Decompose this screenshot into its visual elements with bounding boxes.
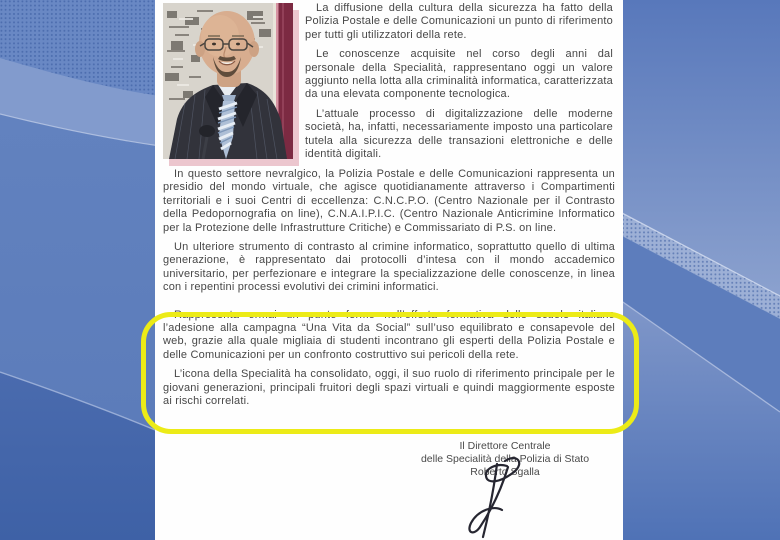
portrait-illustration (163, 3, 293, 159)
intro-text-column (305, 2, 613, 167)
paragraph-5: Un ulteriore strumento di contrasto al crimine informatico, soprattutto quello di ultima generazione, è rappresentato dai protocolli d’intesa con il mondo accademico universitario, per perfezionare e integrare la specializzazione delle conoscenze, in linea con i repentini processi evolutivi dei crimini informatici. (163, 241, 615, 294)
paragraph-4: In questo settore nevralgico, la Polizia Postale e delle Comunicazioni rappresenta un presidio del mondo virtuale, che agisce quotidianamente attraverso i Compartimenti territoriali e i suoi Centri di eccellenza: C.N.C.P.O. (Centro Nazionale per il Contrasto della Pedopornografia on line), C.N.A.I.P.I.C. (Centro Nazionale Anticrimine Informatico per la Protezione delle Infrastrutture Critiche) e Commissariato di P.S. on line. (163, 168, 615, 234)
document-page (155, 0, 623, 540)
paragraph-3: L’attuale processo di digitalizzazione delle moderne società, ha, infatti, necessariamente imposto una particolare tutela alla sicurezza delle transazioni elettroniche e delle identità digitali. (305, 107, 613, 161)
portrait-photo (163, 3, 293, 159)
paragraph-1: La diffusione della cultura della sicurezza ha fatto della Polizia Postale e delle Comunicazioni un punto di riferimento per tutti gli utilizzatori della rete. (305, 2, 613, 41)
paragraph-6-highlighted: Rappresenta ormai un punto fermo nell’offerta formativa delle scuole italiane l’adesione alla campagna “Una Vita da Social” sull’uso equilibrato e consapevole del web, grazie alla quale migliaia di studenti incontrano gli esperti della Polizia Postale e delle Comunicazioni per un confronto costruttivo sui pericoli della rete. (163, 308, 615, 361)
signature-role-line: Il Direttore Centrale (459, 440, 551, 452)
signature-org-line: delle Specialità della Polizia di Stato (420, 453, 590, 466)
handwritten-signature-scrawl-icon (445, 451, 555, 539)
paragraph-7-highlighted: L’icona della Specialità ha consolidato, oggi, il suo ruolo di riferimento principale per le giovani generazioni, principali fruitori degli spazi virtuali e quindi maggiormente esposte ai rischi correlati. (163, 368, 615, 408)
main-text-block (163, 168, 615, 415)
signature-name: Roberto Sgalla (470, 466, 540, 479)
paragraph-2: Le conoscenze acquisite nel corso degli anni dal personale della Specialità, rappresentano oggi un valore aggiunto nella lotta alla criminalità informatica, caratterizzata da una elevata componente tecnologica. (305, 48, 613, 101)
